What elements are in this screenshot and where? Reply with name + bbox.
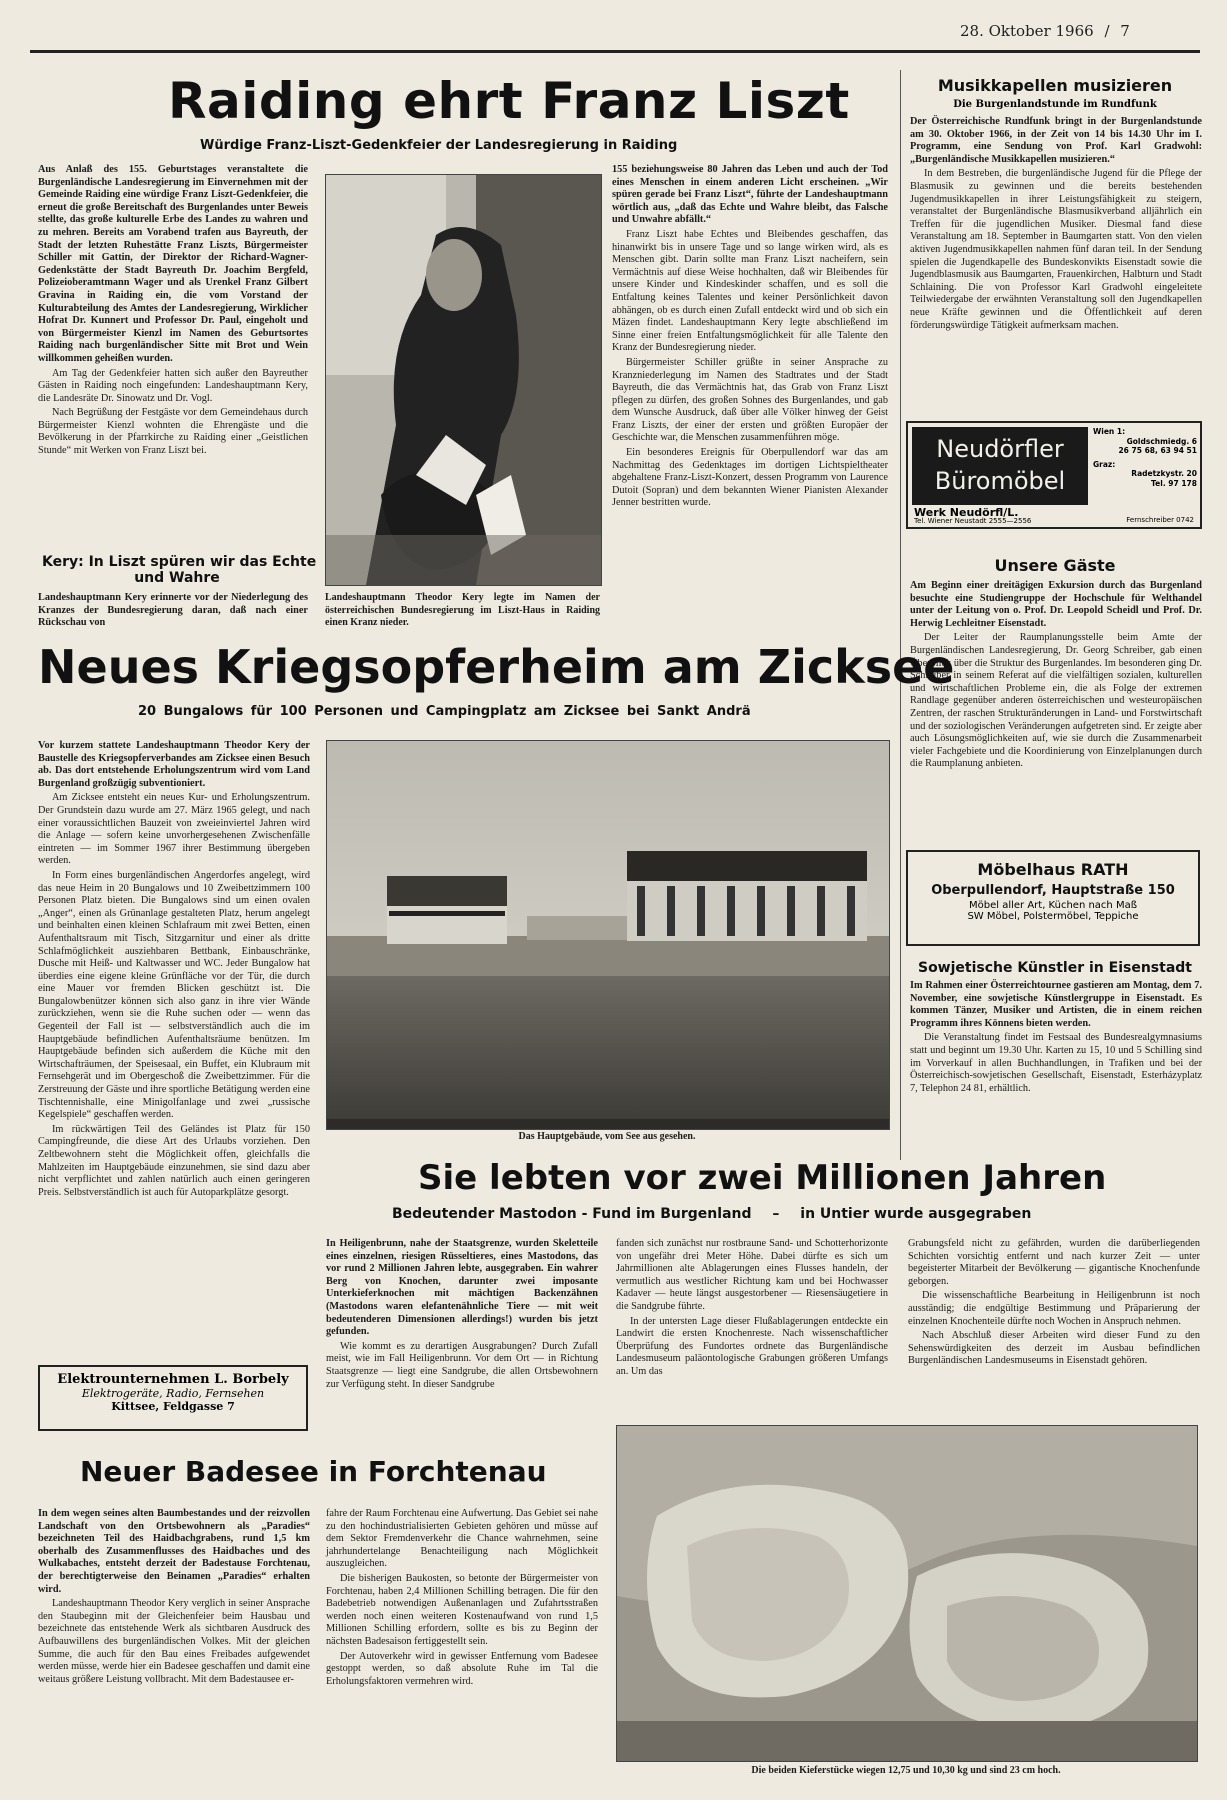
kery-subheadline-line2: und Wahre bbox=[134, 570, 220, 586]
graz-label: Graz: bbox=[1093, 459, 1116, 469]
wreath-laying-photo-image bbox=[326, 175, 601, 585]
mastodon-column-2 bbox=[616, 1238, 888, 1381]
mastodon-subheadline-right: in Untier wurde ausgegraben bbox=[800, 1206, 1032, 1222]
badesee-paragraph: Landeshauptmann Theodor Kery verglich in seiner Ansprache den Staubeginn mit der Gleichenfeier beim Hausbau und bezeichnete das entstehende Werk als sichtbaren Ausdruck des Aufbauwillens des burgenländischen Volkes. Mit der gleichen Summe, die auch für den Bau eines Freibades aufgewendet werden müsse, werde hier ein Badesee geschaffen und damit eine weitaus größere Leistung vollbracht. Mit dem Badestausee er- bbox=[38, 1598, 310, 1685]
wien-label: Wien 1: bbox=[1093, 427, 1126, 436]
header-separator: / bbox=[1104, 22, 1110, 40]
header-date: 28. Oktober 1966 bbox=[960, 22, 1094, 40]
liszt-paragraph: Nach Begrüßung der Festgäste vor dem Gemeindehaus durch Bürgermeister Kienzl wohnten die Ehrengäste und die Bevölkerung in der Pfarrkirche zu Raiding einer „Geistlichen Stunde“ mit Werken von Franz Liszt bei. bbox=[38, 407, 308, 457]
mastodon-subheadline-dash: – bbox=[772, 1206, 780, 1222]
kuenstler-body bbox=[910, 980, 1202, 1097]
badesee-headline: Neuer Badesee in Forchtenau bbox=[80, 1455, 547, 1488]
kuenstler-lead: Im Rahmen einer Österreichtournee gastieren am Montag, dem 7. November, eine sowjetische Künstlergruppe in Eisenstadt. Es kommen Tänzer, Musiker und Artisten, die in einem reichen Programm ihres Könnens bieten werden. bbox=[910, 980, 1202, 1029]
mastodon-lead: In Heiligenbrunn, nahe der Staatsgrenze, wurden Skeletteile eines einzelnen, riesigen Rüsseltieres, eines Mastodons, das vor rund 2 Millionen Jahren lebte, ausgegraben. Ein wahrer Berg von Knochen, darunter zwei imposante Unterkieferknochen mit mächtigen Backenzähnen (Mastodons waren elefantenähnliche Tiere — mit weit bedeutenderen Dimensionen allerdings!) wurden bis jetzt gefunden. bbox=[326, 1238, 598, 1338]
graz-address: Radetzkystr. 20 bbox=[1131, 469, 1197, 478]
kuenstler-headline: Sowjetische Künstler in Eisenstadt bbox=[917, 960, 1192, 976]
liszt-column-1-end bbox=[38, 592, 308, 632]
rath-line3: Möbel aller Art, Küchen nach Maß bbox=[969, 900, 1137, 911]
zicksee-subheadline: 20 Bungalows für 100 Personen und Campingplatz am Zicksee bei Sankt Andrä bbox=[138, 704, 751, 719]
badesee-paragraph: Die bisherigen Baukosten, so betonte der Bürgermeister von Forchtenau, haben 2,4 Millionen Schilling betragen. Die für den Badebetrieb notwendigen Außenanlagen und Zufahrtsstraßen werden noch einen weiteren Kostenaufwand von rund 1,5 Millionen Schilling erfordern, sollte es bis zu Beginn der nächsten Badesaison fertiggestellt sein. bbox=[326, 1572, 598, 1647]
mastodon-paragraph: fanden sich zunächst nur rostbraune Sand- und Schotterhorizonte von ungefähr drei Meter Höhe. Dabei dürfte es sich um Jahrmillionen alte Ablagerungen eines Flusses handeln, der vermutlich aus westlicher Richtung kam und bei Hochwasser Kadaver — heute längst ausgestorbener — Riesensäugetiere in die Sandgrube führte. bbox=[616, 1238, 888, 1312]
musik-lead: Der Österreichische Rundfunk bringt in der Burgenlandstunde am 30. Oktober 1966, in der Zeit von 14 bis 14.30 Uhr im I. Programm, eine Sendung von Prof. Karl Gradwohl: „Burgenländische Musikkapellen musizieren.“ bbox=[910, 116, 1202, 165]
rath-line4: SW Möbel, Polstermöbel, Teppiche bbox=[967, 911, 1139, 922]
badesee-column-1 bbox=[38, 1508, 310, 1688]
column-rule bbox=[900, 70, 901, 1160]
liszt-paragraph: Am Tag der Gedenkfeier hatten sich außer den Bayreuther Gästen in Raiding noch eingefunden: Landeshauptmann Kery, die Landesräte Dr. Sinowatz und Dr. Vogl. bbox=[38, 367, 308, 404]
mastodon-subheadline bbox=[392, 1206, 1182, 1222]
zicksee-paragraph: In Form eines burgenländischen Angerdorfes angelegt, wird das neue Heim in 20 Bungalows und 10 Zweibettzimmern 100 Personen Platz bieten. Die Bungalows sind um einen ovalen „Anger“, einen als Grünanlage gestalteten Platz, herum angelegt und beinhalten einen kleinen Schlafraum mit zwei Betten, einen Aufenthaltsraum mit Tisch, Sitzgarnitur und einer als dritte Schlafmöglichkeit ausziehbaren Bettbank, Einbauschränke, Dusche mit Heiß- und Kaltwasser und WC. Jeder Bungalow hat überdies eine eigene kleine Grünfläche vor der Tür, die durch eine Mauer vor fremden Blicken geschützt ist. Die Bungalowbenützer können sich also ganz in ihre vier Wände zurückziehen, wenn sie die Ruhe suchen oder — wenn das Gegenteil der Fall ist — selbstverständlich auch die im Hauptgebäude befindlichen Aufenthaltsräume benützen. Im Hauptgebäude befinden sich außerdem die Küche mit den Wirtschafträumen, der Speisesaal, ein Buffet, ein Klubraum mit Fernsehgerät und im Obergeschoß die Zweibettzimmer. Für die Zerstreuung der Gäste und ihre sportliche Betätigung werden eine Tischtennishalle, eine Minigolfanlage und zwei „russische Kegelspiele“ geschaffen werden. bbox=[38, 869, 310, 1121]
mastodon-paragraph: Die wissenschaftliche Bearbeitung in Heiligenbrunn ist noch ausständig; die endgültige Bestimmung und Präparierung der einzelnen Knochenteile dürfte noch Wochen in Anspruch nehmen. bbox=[908, 1290, 1200, 1327]
jawbone-photo-image bbox=[617, 1426, 1197, 1761]
gaeste-paragraph: Der Leiter der Raumplanungsstelle beim Amte der Burgenländischen Landesregierung, Dr. Georg Schreiber, gab einen Überblick über die Struktur des Burgenlandes. Im besonderen ging Dr. Schreiber in seinem Referat auf die vielfältigen sozialen, kulturellen und wirtschaftlichen Probleme ein, die als Folge der extremen Randlage gegenüber anderen österreichischen und westeuropäischen Zentren, der raschen Strukturänderungen in Land- und Forstwirtschaft und der soziologischen Veränderungen aufgetreten sind. Er zeigte aber auch Lösungsmöglichkeiten auf, wie sie durch die Zusammenarbeit vieler Fachgebiete und die Koordinierung von Einzelplanungen durch die Raumplanung anbieten. bbox=[910, 632, 1202, 770]
mastodon-jaw-photo bbox=[616, 1425, 1198, 1762]
mastodon-paragraph: Nach Abschluß dieser Arbeiten wird dieser Fund zu den Sehenswürdigkeiten des derzeit im Ausbau befindlichen Burgenländischen Landesmuseums in Eisenstadt gehören. bbox=[908, 1330, 1200, 1367]
graz-phone: Tel. 97 178 bbox=[1151, 478, 1197, 488]
neudoerfler-line2: Büromöbel bbox=[934, 467, 1066, 495]
kuenstler-paragraph: Die Veranstaltung findet im Festsaal des Bundesrealgymnasiums statt und beginnt um 19.30 Uhr. Karten zu 15, 10 und 5 Schilling sind im Vorverkauf in allen Buchhandlungen, in Trafiken und bei der Österreichisch-sowjetischen Gesellschaft, Eisenstadt, Esterházyplatz 7, Telephon 24 81, erhältlich. bbox=[910, 1032, 1202, 1094]
neudoerfler-logo bbox=[912, 427, 1088, 505]
neudoerfler-line1: Neudörfler bbox=[936, 435, 1064, 463]
musik-headline: Musikkapellen musizieren bbox=[937, 76, 1173, 95]
rath-ad bbox=[906, 850, 1200, 946]
rath-title: Möbelhaus RATH bbox=[977, 860, 1129, 879]
neudoerfler-telex: Fernschreiber 0742 bbox=[1126, 516, 1194, 524]
zicksee-paragraph: Am Zicksee entsteht ein neues Kur- und Erholungszentrum. Der Grundstein dazu wurde am 27. März 1965 gelegt, und nach einer voraussichtlichen Bauzeit von zweieinviertel Jahren wird die Anlage — sofern keine unvorhergesehenen Zwischenfälle eintreten — im Sommer 1967 ihrer Bestimmung übergeben werden. bbox=[38, 792, 310, 867]
badesee-lead: In dem wegen seines alten Baumbestandes und der reizvollen Landschaft von den Ortsbewohnern als „Paradies“ bezeichneten Teil des Haidbachgrabens, rund 1,5 km oberhalb des Zusammenflusses des Haidbaches und des Wulkabaches, entsteht derzeit der Badestause Forchtenau, der berechtigterweise den Beinamen „Paradies“ erhalten wird. bbox=[38, 1508, 310, 1595]
borbely-address: Kittsee, Feldgasse 7 bbox=[111, 1400, 235, 1413]
liszt-paragraph: Franz Liszt habe Echtes und Bleibendes geschaffen, das hinanwirkt bis in unsere Tage und so lange wirken wird, als es Menschen gibt. Darin sollte man Franz Liszt nacheifern, sein Vermächtnis auf diese Weise hochhalten, daß wir Bleibendes für unsere Kinder und Kindeskinder schaffen, und es soll die Entfaltung keines Talentes und keiner Persönlichkeit davon abhängen, ob es durch einen Zufall entdeckt wird und ob sich ein Mäzen findet. Landeshauptmann Kery legte abschließend im Sinne einer freien Entfaltungsmöglichkeit für alle Talente den Kranz der Bundesregierung nieder. bbox=[612, 228, 888, 354]
liszt-subheadline: Würdige Franz-Liszt-Gedenkfeier der Landesregierung in Raiding bbox=[200, 138, 678, 153]
header-rule bbox=[30, 50, 1200, 53]
liszt-paragraph: Ein besonderes Ereignis für Oberpullendorf war das am Nachmittag des Gedenktages im dortigen Lichtspieltheater abgehaltene Franz-Liszt-Konzert, dessen Programm von Laurence Dutoit (Sopran) und dem bekannten Wiener Pianisten Alexander Jenner bestritten wurde. bbox=[612, 447, 888, 509]
page-number: 7 bbox=[1120, 22, 1130, 40]
gaeste-lead: Am Beginn einer dreitägigen Exkursion durch das Burgenland besuchte eine Studiengruppe der Hochschule für Welthandel unter der Leitung von o. Prof. Dr. Leopold Scheidl und Prof. Dr. Herwig Lechleitner Eisenstadt. bbox=[910, 580, 1202, 629]
liszt-column-3 bbox=[612, 164, 888, 512]
neudoerfler-ad bbox=[906, 421, 1202, 529]
zicksee-paragraph: Im rückwärtigen Teil des Geländes ist Platz für 150 Campingfreunde, die diese Art des Urlaubs vorziehen. Den Zeltbewohnern steht die Möglichkeit offen, gleichfalls die Mahlzeiten im Hauptgebäude einzunehmen, sie sind dazu aber nicht verpflichtet und zahlen natürlich auch einen geringeren Preis. Selbstverständlich ist auch für Autoparkplätze gesorgt. bbox=[38, 1123, 310, 1198]
badesee-column-2 bbox=[326, 1508, 598, 1690]
rath-address: Oberpullendorf, Hauptstraße 150 bbox=[931, 883, 1175, 898]
mastodon-headline: Sie lebten vor zwei Millionen Jahren bbox=[418, 1158, 1107, 1198]
gaeste-headline: Unsere Gäste bbox=[994, 556, 1116, 575]
zicksee-lead: Vor kurzem stattete Landeshauptmann Theodor Kery der Baustelle des Kriegsopferverbandes am Zicksee einen Besuch ab. Das dort entstehende Erholungszentrum wird vom Land Burgenland großzügig subventioniert. bbox=[38, 740, 310, 789]
liszt-lead: Aus Anlaß des 155. Geburtstages veranstaltete die Burgenländische Landesregierung im Einvernehmen mit der Gemeinde Raiding eine würdige Franz Liszt-Gedenkfeier, die erneut die große Bereitschaft des Burgenlandes unter Beweis stellte, das große kulturelle Erbe des Landes zu wahren und zu mehren. Bereits am Vorabend trafen aus Bayreuth, der Stadt der letzten Ruhestätte Franz Liszts, Bürgermeister Schiller mit Gattin, der Direktor der Richard-Wagner-Gedenkstätte der Stadt Bayreuth Dr. Joachim Bergfeld, Polizeioberamtmann Wager und als Urenkel Franz Gilbert Gravina in Raiding ein, die vom Vorstand der Kulturabteilung des Amtes der Landesregierung, Wirklicher Hofrat Dr. Kunnert und Professor Dr. Paul, eingeholt und von Bürgermeister Kienzl im Namen des Geburtsortes Raiding nach burgenländischer Sitte mit Brot und Wein willkommen geheißen wurden. bbox=[38, 164, 308, 364]
mastodon-photo-caption: Die beiden Kieferstücke wiegen 12,75 und 10,30 kg und sind 23 cm hoch. bbox=[751, 1765, 1061, 1776]
wien-address: Goldschmiedg. 6 bbox=[1126, 436, 1197, 446]
badesee-paragraph: Der Autoverkehr wird in gewisser Entfernung vom Badesee gestoppt werden, so daß absolute Ruhe im Tal die Erholungsfaktoren vermehren wird. bbox=[326, 1650, 598, 1687]
kery-subheadline-line1: Kery: In Liszt spüren wir das Echte bbox=[42, 554, 317, 570]
neudoerfler-werk-phone: Tel. Wiener Neustadt 2555—2556 bbox=[914, 517, 1032, 525]
musik-paragraph: In dem Bestreben, die burgenländische Jugend für die Pflege der Blasmusik zu gewinnen und die bereits bestehenden Jugendmusikkapellen in ihrer Leistungsfähigkeit zu steigern, veranstaltet der Burgenländische Blasmusikverband alljährlich ein Treffen für die jugendlichen Musiker. Diesmal fand diese Veranstaltung am 18. September in Baumgarten statt. Von den vielen aktiven Jugendmusikkapellen nahmen fünf daran teil. In der Sendung spielen die Jugendkapelle des Bundeskonvikts Eisenstadt sowie die Jugendblasmusik aus Baumgarten, Frauenkirchen, Halbturn und Stadt Schlaining. Die von Professor Karl Gradwohl eingeleitete Teilwiedergabe der erwähnten Veranstaltung soll den Jugendkapellen neue Kräfte gewinnen und die Öffentlichkeit auf deren förderungswürdige Tätigkeit aufmerksam machen. bbox=[910, 168, 1202, 331]
neudoerfler-werk: Werk Neudörfl/L. bbox=[914, 506, 1019, 519]
neudoerfler-addresses bbox=[1093, 427, 1197, 488]
building-lake-photo-image bbox=[327, 741, 889, 1129]
badesee-paragraph: fahre der Raum Forchtenau eine Aufwertung. Das Gebiet sei nahe zu den hochindustrialisierten Gebieten gehören und müsse auf dem Sektor Fremdenverkehr die Chance wahrnehmen, seine jahrhundertelange Benachteiligung nach Möglichkeit auszugleichen. bbox=[326, 1508, 598, 1570]
liszt-wreath-photo bbox=[325, 174, 602, 586]
mastodon-paragraph: Grabungsfeld nicht zu gefährden, wurden die darüberliegenden Schichten vorsichtig entfernt und nach kurzer Zeit — unter begeisterter Mitarbeit der Bevölkerung — gigantische Knochenfunde geborgen. bbox=[908, 1238, 1200, 1287]
borbely-title: Elektrounternehmen L. Borbely bbox=[57, 1372, 289, 1387]
liszt-paragraph: 155 beziehungsweise 80 Jahren das Leben und auch der Tod eines Menschen in einem anderen Licht erscheinen. „Wir spüren gerade bei Franz Liszt“, führte der Landeshauptmann wörtlich aus, „daß das Echte und Wahre bleibt, das Falsche und Unwahre abfällt.“ bbox=[612, 164, 888, 226]
mastodon-column-1 bbox=[326, 1238, 598, 1393]
liszt-column-1 bbox=[38, 164, 308, 460]
musik-subheadline: Die Burgenlandstunde im Rundfunk bbox=[953, 99, 1157, 110]
liszt-paragraph: Bürgermeister Schiller grüßte in seiner Ansprache zu Kranzniederlegung im Namen des Stadtrates und der Stadt Bayreuth, die das Vermächtnis hat, das Grab von Franz Liszt pflegen zu dürfen, des großen Sohnes des Burgenlandes, und gab dem Wunsche Ausdruck, daß über alle Völker hinweg der Geist Franz Liszts, der einer der ersten und größten Europäer der Geschichte war, die Menschen zusammenführen möge. bbox=[612, 356, 888, 444]
liszt-photo-caption: Landeshauptmann Theodor Kery legte im Namen der österreichischen Bundesregierung im Liszt-Haus in Raiding einen Kranz nieder. bbox=[325, 592, 600, 629]
borbely-products: Elektrogeräte, Radio, Fernsehen bbox=[81, 1387, 265, 1400]
musik-body bbox=[910, 116, 1202, 334]
zicksee-photo-caption: Das Hauptgebäude, vom See aus gesehen. bbox=[518, 1131, 696, 1142]
zicksee-column bbox=[38, 740, 310, 1201]
liszt-paragraph: Landeshauptmann Kery erinnerte vor der Niederlegung des Kranzes der Bundesregierung daran, daß nach einer Rückschau von bbox=[38, 592, 308, 629]
liszt-headline: Raiding ehrt Franz Liszt bbox=[168, 72, 850, 130]
zicksee-building-photo bbox=[326, 740, 890, 1130]
mastodon-subheadline-left: Bedeutender Mastodon - Fund im Burgenland bbox=[392, 1206, 752, 1222]
kery-subheadline bbox=[42, 554, 317, 586]
page-header bbox=[960, 22, 1130, 40]
mastodon-paragraph: Wie kommt es zu derartigen Ausgrabungen? Durch Zufall meist, wie im Fall Heiligenbrunn. Vor dem Ort — in Richtung Staatsgrenze — liegt eine Sandgrube, die allen Ortsbewohnern zur Verfügung steht. In dieser Sandgrube bbox=[326, 1340, 598, 1390]
mastodon-paragraph: In der untersten Lage dieser Flußablagerungen entdeckte ein Landwirt die ersten Knochenreste. Nach wissenschaftlicher Überprüfung des Fundortes ordnete das Burgenländische Landesmuseum paläontologische Grabungen größeren Umfangs an. Um das bbox=[616, 1315, 888, 1377]
zicksee-headline: Neues Kriegsopferheim am Zicksee bbox=[38, 640, 955, 694]
wien-phone: 26 75 68, 63 94 51 bbox=[1118, 446, 1197, 455]
mastodon-column-3 bbox=[908, 1238, 1200, 1370]
borbely-ad bbox=[38, 1365, 308, 1431]
